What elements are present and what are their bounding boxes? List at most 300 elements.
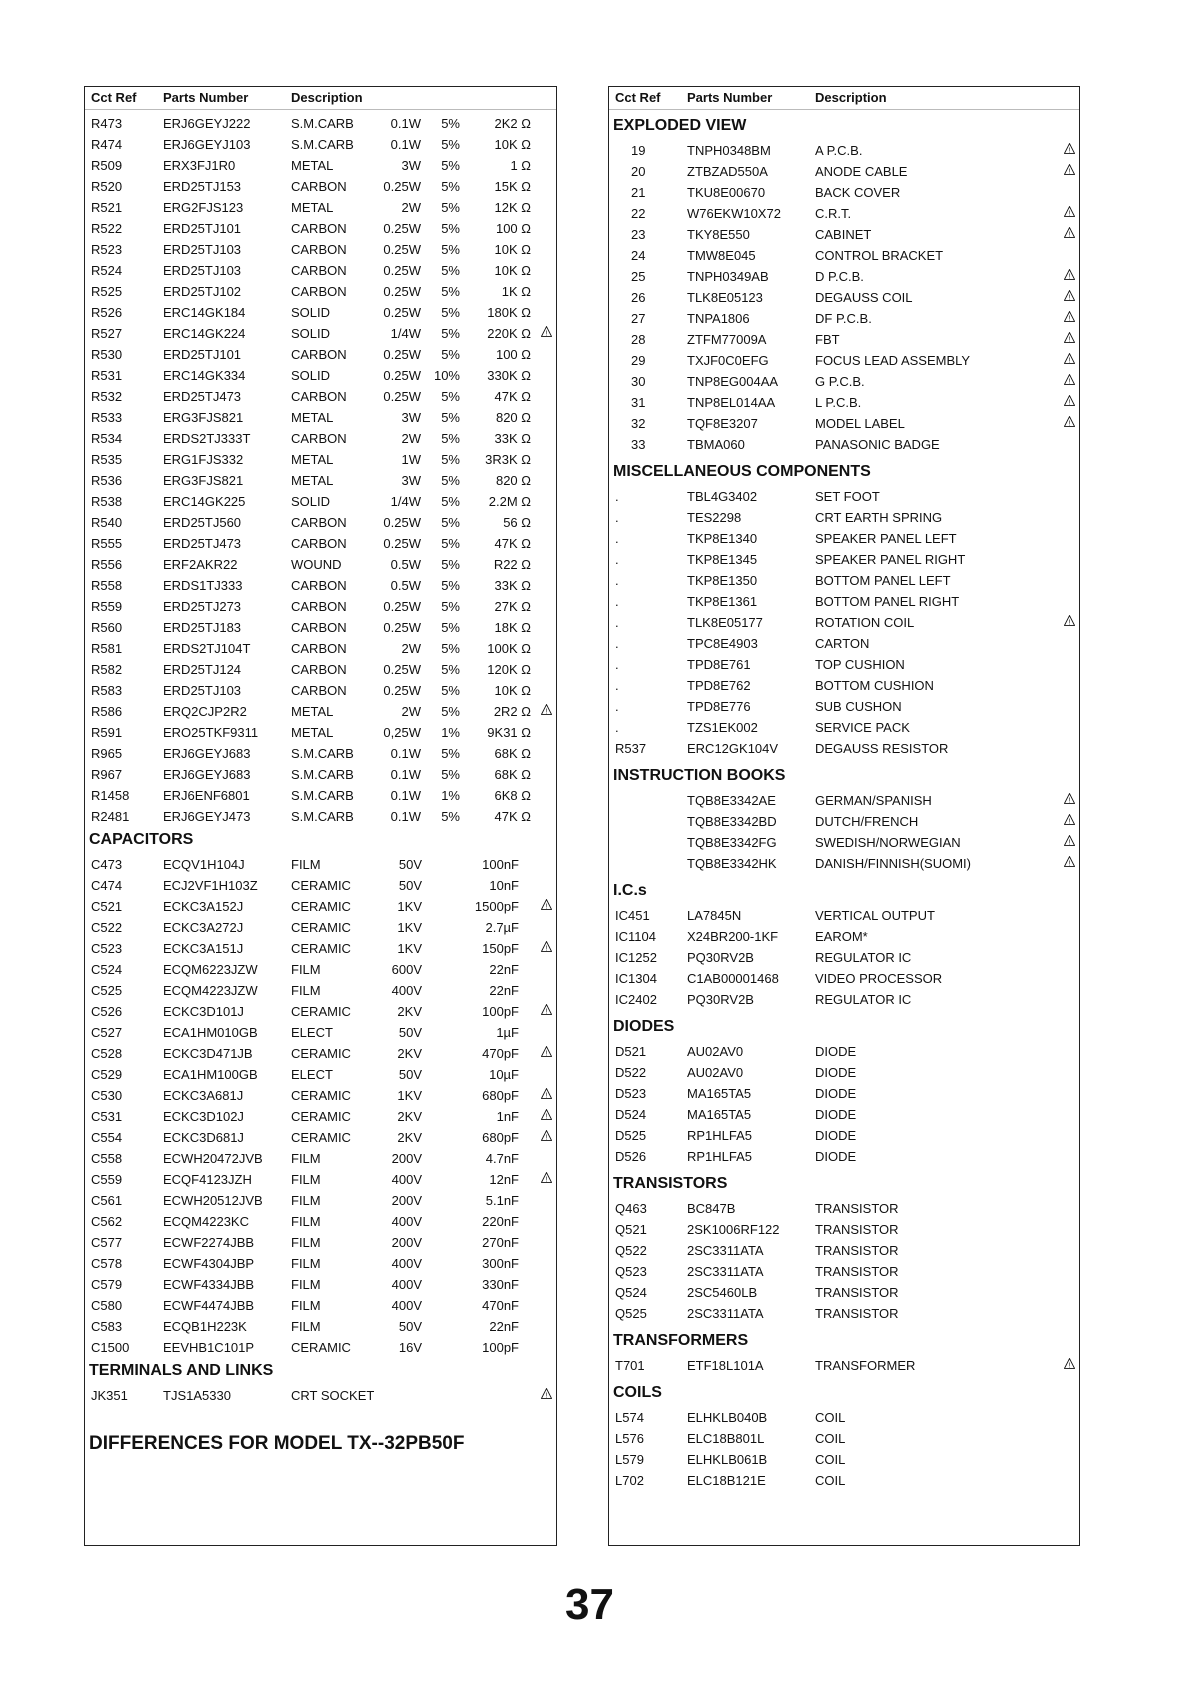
table-row: [609, 1282, 1079, 1303]
table-row: [609, 528, 1079, 549]
cct-ref: C526: [91, 1004, 123, 1019]
description: L P.C.B.: [815, 395, 862, 410]
table-row: [85, 743, 556, 764]
parts-number: ECA1HM100GB: [163, 1067, 258, 1082]
table-row: [609, 1083, 1079, 1104]
table-row: [85, 785, 556, 806]
description: METAL: [291, 473, 334, 488]
description: MODEL LABEL: [815, 416, 905, 431]
cct-ref: C521: [91, 899, 123, 914]
cct-ref: R523: [91, 242, 123, 257]
table-row: [609, 696, 1079, 717]
description: VERTICAL OUTPUT: [815, 908, 935, 923]
svg-text:!: !: [545, 1008, 548, 1015]
cct-ref: .: [615, 573, 619, 588]
cct-ref: R1458: [91, 788, 130, 803]
power-rating: 0.25W: [383, 515, 421, 530]
parts-number: ECKC3D471JB: [163, 1046, 253, 1061]
description: METAL: [291, 200, 334, 215]
description: DEGAUSS RESISTOR: [815, 741, 949, 756]
description: COIL: [815, 1473, 846, 1488]
cct-ref: .: [615, 657, 619, 672]
description: FILM: [291, 1172, 321, 1187]
parts-number: AU02AV0: [687, 1065, 744, 1080]
table-row: [609, 612, 1079, 633]
capacitance-value: 1nF: [496, 1109, 519, 1124]
tolerance: 5%: [441, 431, 460, 446]
cct-ref: C474: [91, 878, 123, 893]
table-row: [85, 1022, 556, 1043]
tolerance: 5%: [441, 347, 460, 362]
warning-triangle-icon: [1064, 814, 1075, 825]
parts-number: ERD25TJ473: [163, 536, 242, 551]
resistance-value: 18K Ω: [494, 620, 531, 635]
tolerance: 5%: [441, 536, 460, 551]
table-row: [609, 1198, 1079, 1219]
cct-ref: C531: [91, 1109, 123, 1124]
tolerance: 5%: [441, 683, 460, 698]
description: CARBON: [291, 662, 347, 677]
cct-ref: Q522: [615, 1243, 647, 1258]
cct-ref: .: [615, 510, 619, 525]
capacitance-value: 1500pF: [474, 899, 519, 914]
description: ELECT: [291, 1025, 333, 1040]
table-row: [85, 596, 556, 617]
capacitance-value: 10µF: [489, 1067, 519, 1082]
cct-ref: R530: [91, 347, 123, 362]
table-row: [85, 260, 556, 281]
resistance-value: 68K Ω: [494, 746, 531, 761]
cct-ref: C583: [91, 1319, 123, 1334]
warning-triangle-icon: [1064, 416, 1075, 427]
voltage-rating: 600V: [391, 962, 422, 977]
voltage-rating: 400V: [391, 983, 422, 998]
description: TOP CUSHION: [815, 657, 905, 672]
table-row: [85, 959, 556, 980]
table-row: [609, 140, 1079, 161]
tolerance: 5%: [441, 326, 460, 341]
tolerance: 5%: [441, 515, 460, 530]
table-row: [85, 1169, 556, 1190]
description: DIODE: [815, 1086, 857, 1101]
item-number: 22: [631, 206, 646, 221]
parts-number: ERJ6GEYJ222: [163, 116, 251, 131]
resistance-value: 6K8 Ω: [494, 788, 531, 803]
parts-number: ECWF2274JBB: [163, 1235, 255, 1250]
resistance-value: 27K Ω: [494, 599, 531, 614]
table-row: [609, 329, 1079, 350]
tolerance: 10%: [433, 368, 460, 383]
svg-text:!: !: [1068, 294, 1071, 301]
capacitance-value: 680pF: [482, 1130, 519, 1145]
parts-number: 2SC5460LB: [687, 1285, 758, 1300]
description: PANASONIC BADGE: [815, 437, 940, 452]
description: WOUND: [291, 557, 342, 572]
parts-number: ELC18B801L: [687, 1431, 765, 1446]
table-row: [609, 1407, 1079, 1428]
tolerance: 5%: [441, 494, 460, 509]
parts-number: TNPA1806: [687, 311, 750, 326]
cct-ref: C522: [91, 920, 123, 935]
parts-number: PQ30RV2B: [687, 950, 754, 965]
resistance-value: R22 Ω: [493, 557, 531, 572]
right-table-header: [609, 87, 1079, 110]
parts-number: TKP8E1361: [687, 594, 758, 609]
table-row: [609, 633, 1079, 654]
tolerance: 1%: [441, 788, 460, 803]
cct-ref: R586: [91, 704, 123, 719]
parts-number: ETF18L101A: [687, 1358, 764, 1373]
svg-text:!: !: [1068, 231, 1071, 238]
description: REGULATOR IC: [815, 992, 912, 1007]
cct-ref: R967: [91, 767, 123, 782]
description: METAL: [291, 725, 334, 740]
table-row: [609, 947, 1079, 968]
description: ROTATION COIL: [815, 615, 915, 630]
svg-text:!: !: [1068, 210, 1071, 217]
svg-text:!: !: [545, 1176, 548, 1183]
description: TRANSISTOR: [815, 1243, 899, 1258]
description: METAL: [291, 410, 334, 425]
svg-text:!: !: [1068, 860, 1071, 867]
warning-triangle-icon: [1064, 143, 1075, 154]
warning-triangle-icon: [1064, 374, 1075, 385]
parts-number: ERC14GK184: [163, 305, 246, 320]
description: S.M.CARB: [291, 746, 354, 761]
table-row: [609, 182, 1079, 203]
cct-ref: .: [615, 699, 619, 714]
description: CERAMIC: [291, 1004, 351, 1019]
description: FILM: [291, 1214, 321, 1229]
table-row: [609, 1125, 1079, 1146]
description: CRT SOCKET: [291, 1388, 375, 1403]
parts-number: ERG1FJS332: [163, 452, 244, 467]
svg-text:!: !: [545, 1392, 548, 1399]
parts-number: TBMA060: [687, 437, 745, 452]
parts-number: ECWF4334JBB: [163, 1277, 255, 1292]
voltage-rating: 1KV: [397, 941, 422, 956]
capacitance-value: 220nF: [482, 1214, 519, 1229]
warning-triangle-icon: [1064, 1358, 1075, 1369]
cct-ref: C524: [91, 962, 123, 977]
cct-ref: C558: [91, 1151, 123, 1166]
capacitance-value: 270nF: [482, 1235, 519, 1250]
parts-number: ERG3FJS821: [163, 410, 244, 425]
table-row: [609, 224, 1079, 245]
cct-ref: R558: [91, 578, 123, 593]
warning-triangle-icon: [1064, 206, 1075, 217]
description: DIODE: [815, 1128, 857, 1143]
item-number: 23: [631, 227, 646, 242]
warning-triangle-icon: [1064, 269, 1075, 280]
power-rating: 0.25W: [383, 368, 421, 383]
tolerance: 5%: [441, 452, 460, 467]
table-row: [609, 1219, 1079, 1240]
table-row: [85, 638, 556, 659]
power-rating: 2W: [401, 641, 421, 656]
table-row: [85, 1190, 556, 1211]
table-row: [85, 722, 556, 743]
table-row: [85, 1337, 556, 1358]
power-rating: 1/4W: [390, 494, 421, 509]
cct-ref: IC1252: [615, 950, 657, 965]
parts-number: TPD8E762: [687, 678, 751, 693]
parts-number: C1AB00001468: [687, 971, 779, 986]
table-row: [85, 1274, 556, 1295]
table-row: [85, 1127, 556, 1148]
description: TRANSFORMER: [815, 1358, 916, 1373]
description: BACK COVER: [815, 185, 901, 200]
voltage-rating: 200V: [391, 1235, 422, 1250]
description: CARBON: [291, 683, 347, 698]
description: FOCUS LEAD ASSEMBLY: [815, 353, 971, 368]
section-title: I.C.s: [613, 882, 647, 899]
parts-number: ERD25TJ102: [163, 284, 242, 299]
power-rating: 0.5W: [390, 557, 421, 572]
cct-ref: R532: [91, 389, 123, 404]
power-rating: 0.25W: [383, 389, 421, 404]
power-rating: 3W: [401, 473, 421, 488]
description: FILM: [291, 983, 321, 998]
power-rating: 0.25W: [383, 683, 421, 698]
power-rating: 0.25W: [383, 662, 421, 677]
parts-number: 2SK1006RF122: [687, 1222, 780, 1237]
table-row: [609, 371, 1079, 392]
description: FILM: [291, 1256, 321, 1271]
table-row: [85, 680, 556, 701]
cct-ref: R527: [91, 326, 123, 341]
table-row: [609, 591, 1079, 612]
warning-triangle-icon: [1064, 353, 1075, 364]
parts-number: TXJF0C0EFG: [687, 353, 769, 368]
tolerance: 1%: [441, 725, 460, 740]
voltage-rating: 400V: [391, 1214, 422, 1229]
description: FILM: [291, 857, 321, 872]
cct-ref: C578: [91, 1256, 123, 1271]
table-row: [85, 1106, 556, 1127]
warning-triangle-icon: [541, 1109, 552, 1120]
voltage-rating: 400V: [391, 1172, 422, 1187]
tolerance: 5%: [441, 599, 460, 614]
warning-triangle-icon: [1064, 856, 1075, 867]
parts-number: TNP8EL014AA: [687, 395, 776, 410]
parts-number: ERD25TJ153: [163, 179, 242, 194]
warning-triangle-icon: [1064, 615, 1075, 626]
table-row: [609, 308, 1079, 329]
description: S.M.CARB: [291, 788, 354, 803]
table-row: [609, 549, 1079, 570]
warning-triangle-icon: [1064, 395, 1075, 406]
table-row: [85, 239, 556, 260]
cct-ref: R534: [91, 431, 123, 446]
cct-ref: C580: [91, 1298, 123, 1313]
description: CARBON: [291, 347, 347, 362]
table-row: [85, 113, 556, 134]
svg-text:!: !: [545, 1092, 548, 1099]
warning-triangle-icon: [541, 326, 552, 337]
table-row: [609, 905, 1079, 926]
description: CARBON: [291, 599, 347, 614]
parts-number: ERJ6GEYJ103: [163, 137, 251, 152]
cct-ref: R2481: [91, 809, 130, 824]
description: BOTTOM PANEL LEFT: [815, 573, 951, 588]
cct-ref: C529: [91, 1067, 123, 1082]
table-row: [85, 1043, 556, 1064]
cct-ref: R540: [91, 515, 123, 530]
description: COIL: [815, 1431, 846, 1446]
parts-number: TMW8E045: [687, 248, 756, 263]
cct-ref: R538: [91, 494, 123, 509]
left-table-header: [85, 87, 556, 110]
cct-ref: R559: [91, 599, 123, 614]
resistance-value: 47K Ω: [494, 389, 531, 404]
parts-number: ECKC3A681J: [163, 1088, 244, 1103]
description: CARBON: [291, 578, 347, 593]
parts-number: TBL4G3402: [687, 489, 758, 504]
table-row: [609, 350, 1079, 371]
item-number: 26: [631, 290, 646, 305]
parts-number: TPD8E761: [687, 657, 751, 672]
resistance-value: 10K Ω: [494, 137, 531, 152]
table-row: [85, 323, 556, 344]
parts-number: ERO25TKF9311: [163, 725, 259, 740]
description: FILM: [291, 1235, 321, 1250]
table-row: [609, 161, 1079, 182]
description: TRANSISTOR: [815, 1201, 899, 1216]
description: S.M.CARB: [291, 137, 354, 152]
cct-ref: C554: [91, 1130, 123, 1145]
table-row: [85, 764, 556, 785]
voltage-rating: 200V: [391, 1193, 422, 1208]
description: S.M.CARB: [291, 116, 354, 131]
description: S.M.CARB: [291, 809, 354, 824]
parts-number: EEVHB1C101P: [163, 1340, 255, 1355]
svg-text:!: !: [1068, 315, 1071, 322]
power-rating: 1/4W: [390, 326, 421, 341]
table-row: [609, 570, 1079, 591]
description: CERAMIC: [291, 920, 351, 935]
parts-number: ERC14GK334: [163, 368, 246, 383]
table-row: [609, 654, 1079, 675]
header-parts-number: Parts Number: [163, 90, 249, 105]
description: CARBON: [291, 179, 347, 194]
capacitance-value: 1µF: [496, 1025, 519, 1040]
section-title: INSTRUCTION BOOKS: [613, 767, 786, 784]
parts-number: ECA1HM010GB: [163, 1025, 258, 1040]
cct-ref: IC1104: [615, 929, 656, 944]
description: CARBON: [291, 389, 347, 404]
cct-ref: R522: [91, 221, 123, 236]
table-row: [609, 717, 1079, 738]
power-rating: 0.5W: [390, 578, 421, 593]
parts-number: ERD25TJ103: [163, 242, 242, 257]
description: VIDEO PROCESSOR: [815, 971, 943, 986]
table-row: [85, 365, 556, 386]
cct-ref: L576: [615, 1431, 644, 1446]
parts-number: ERC14GK224: [163, 326, 246, 341]
section-title: DIODES: [613, 1018, 675, 1035]
voltage-rating: 200V: [391, 1151, 422, 1166]
parts-number: ECQB1H223K: [163, 1319, 247, 1334]
cct-ref: R583: [91, 683, 123, 698]
description: CARBON: [291, 242, 347, 257]
resistance-value: 820 Ω: [495, 473, 531, 488]
table-row: [85, 701, 556, 722]
parts-number: TPC8E4903: [687, 636, 758, 651]
svg-text:!: !: [1068, 619, 1071, 626]
parts-number: LA7845N: [687, 908, 742, 923]
parts-number: ERX3FJ1R0: [163, 158, 236, 173]
resistance-value: 1K Ω: [501, 284, 531, 299]
voltage-rating: 2KV: [397, 1109, 422, 1124]
resistance-value: 33K Ω: [494, 431, 531, 446]
table-row: [85, 449, 556, 470]
parts-number: 2SC3311ATA: [687, 1264, 764, 1279]
parts-number: ECJ2VF1H103Z: [163, 878, 258, 893]
description: SOLID: [291, 368, 331, 383]
description: A P.C.B.: [815, 143, 863, 158]
warning-triangle-icon: [1064, 290, 1075, 301]
voltage-rating: 400V: [391, 1256, 422, 1271]
parts-number: TNP8EG004AA: [687, 374, 779, 389]
table-row: [85, 1064, 556, 1085]
table-row: [609, 926, 1079, 947]
voltage-rating: 2KV: [397, 1130, 422, 1145]
description: CERAMIC: [291, 1088, 351, 1103]
parts-number: ERDS2TJ333T: [163, 431, 251, 446]
cct-ref: T701: [615, 1358, 645, 1373]
voltage-rating: 400V: [391, 1298, 422, 1313]
capacitance-value: 100nF: [482, 857, 519, 872]
description: CONTROL BRACKET: [815, 248, 944, 263]
table-row: [609, 1062, 1079, 1083]
cct-ref: IC451: [615, 908, 650, 923]
section-title: TRANSISTORS: [613, 1175, 728, 1192]
table-row: [85, 407, 556, 428]
cct-ref: .: [615, 594, 619, 609]
power-rating: 3W: [401, 410, 421, 425]
table-row: [609, 1261, 1079, 1282]
cct-ref: IC2402: [615, 992, 657, 1007]
svg-text:!: !: [545, 1134, 548, 1141]
cct-ref: R525: [91, 284, 123, 299]
cct-ref: .: [615, 720, 619, 735]
warning-triangle-icon: [541, 941, 552, 952]
svg-text:!: !: [1068, 336, 1071, 343]
resistance-value: 180K Ω: [487, 305, 531, 320]
table-row: [609, 1146, 1079, 1167]
resistance-value: 12K Ω: [494, 200, 531, 215]
description: CARBON: [291, 221, 347, 236]
svg-text:!: !: [1068, 420, 1071, 427]
tolerance: 5%: [441, 221, 460, 236]
resistance-value: 330K Ω: [487, 368, 531, 383]
warning-triangle-icon: [1064, 311, 1075, 322]
table-row: [85, 806, 556, 827]
power-rating: 0.25W: [383, 263, 421, 278]
table-row: [609, 486, 1079, 507]
warning-triangle-icon: [541, 1172, 552, 1183]
section-title: EXPLODED VIEW: [613, 117, 747, 134]
table-row: [85, 428, 556, 449]
cct-ref: Q463: [615, 1201, 647, 1216]
parts-number: ERD25TJ101: [163, 221, 242, 236]
svg-text:!: !: [545, 903, 548, 910]
cct-ref: R524: [91, 263, 123, 278]
description: CARTON: [815, 636, 870, 651]
power-rating: 0.1W: [390, 116, 421, 131]
cct-ref: R555: [91, 536, 123, 551]
